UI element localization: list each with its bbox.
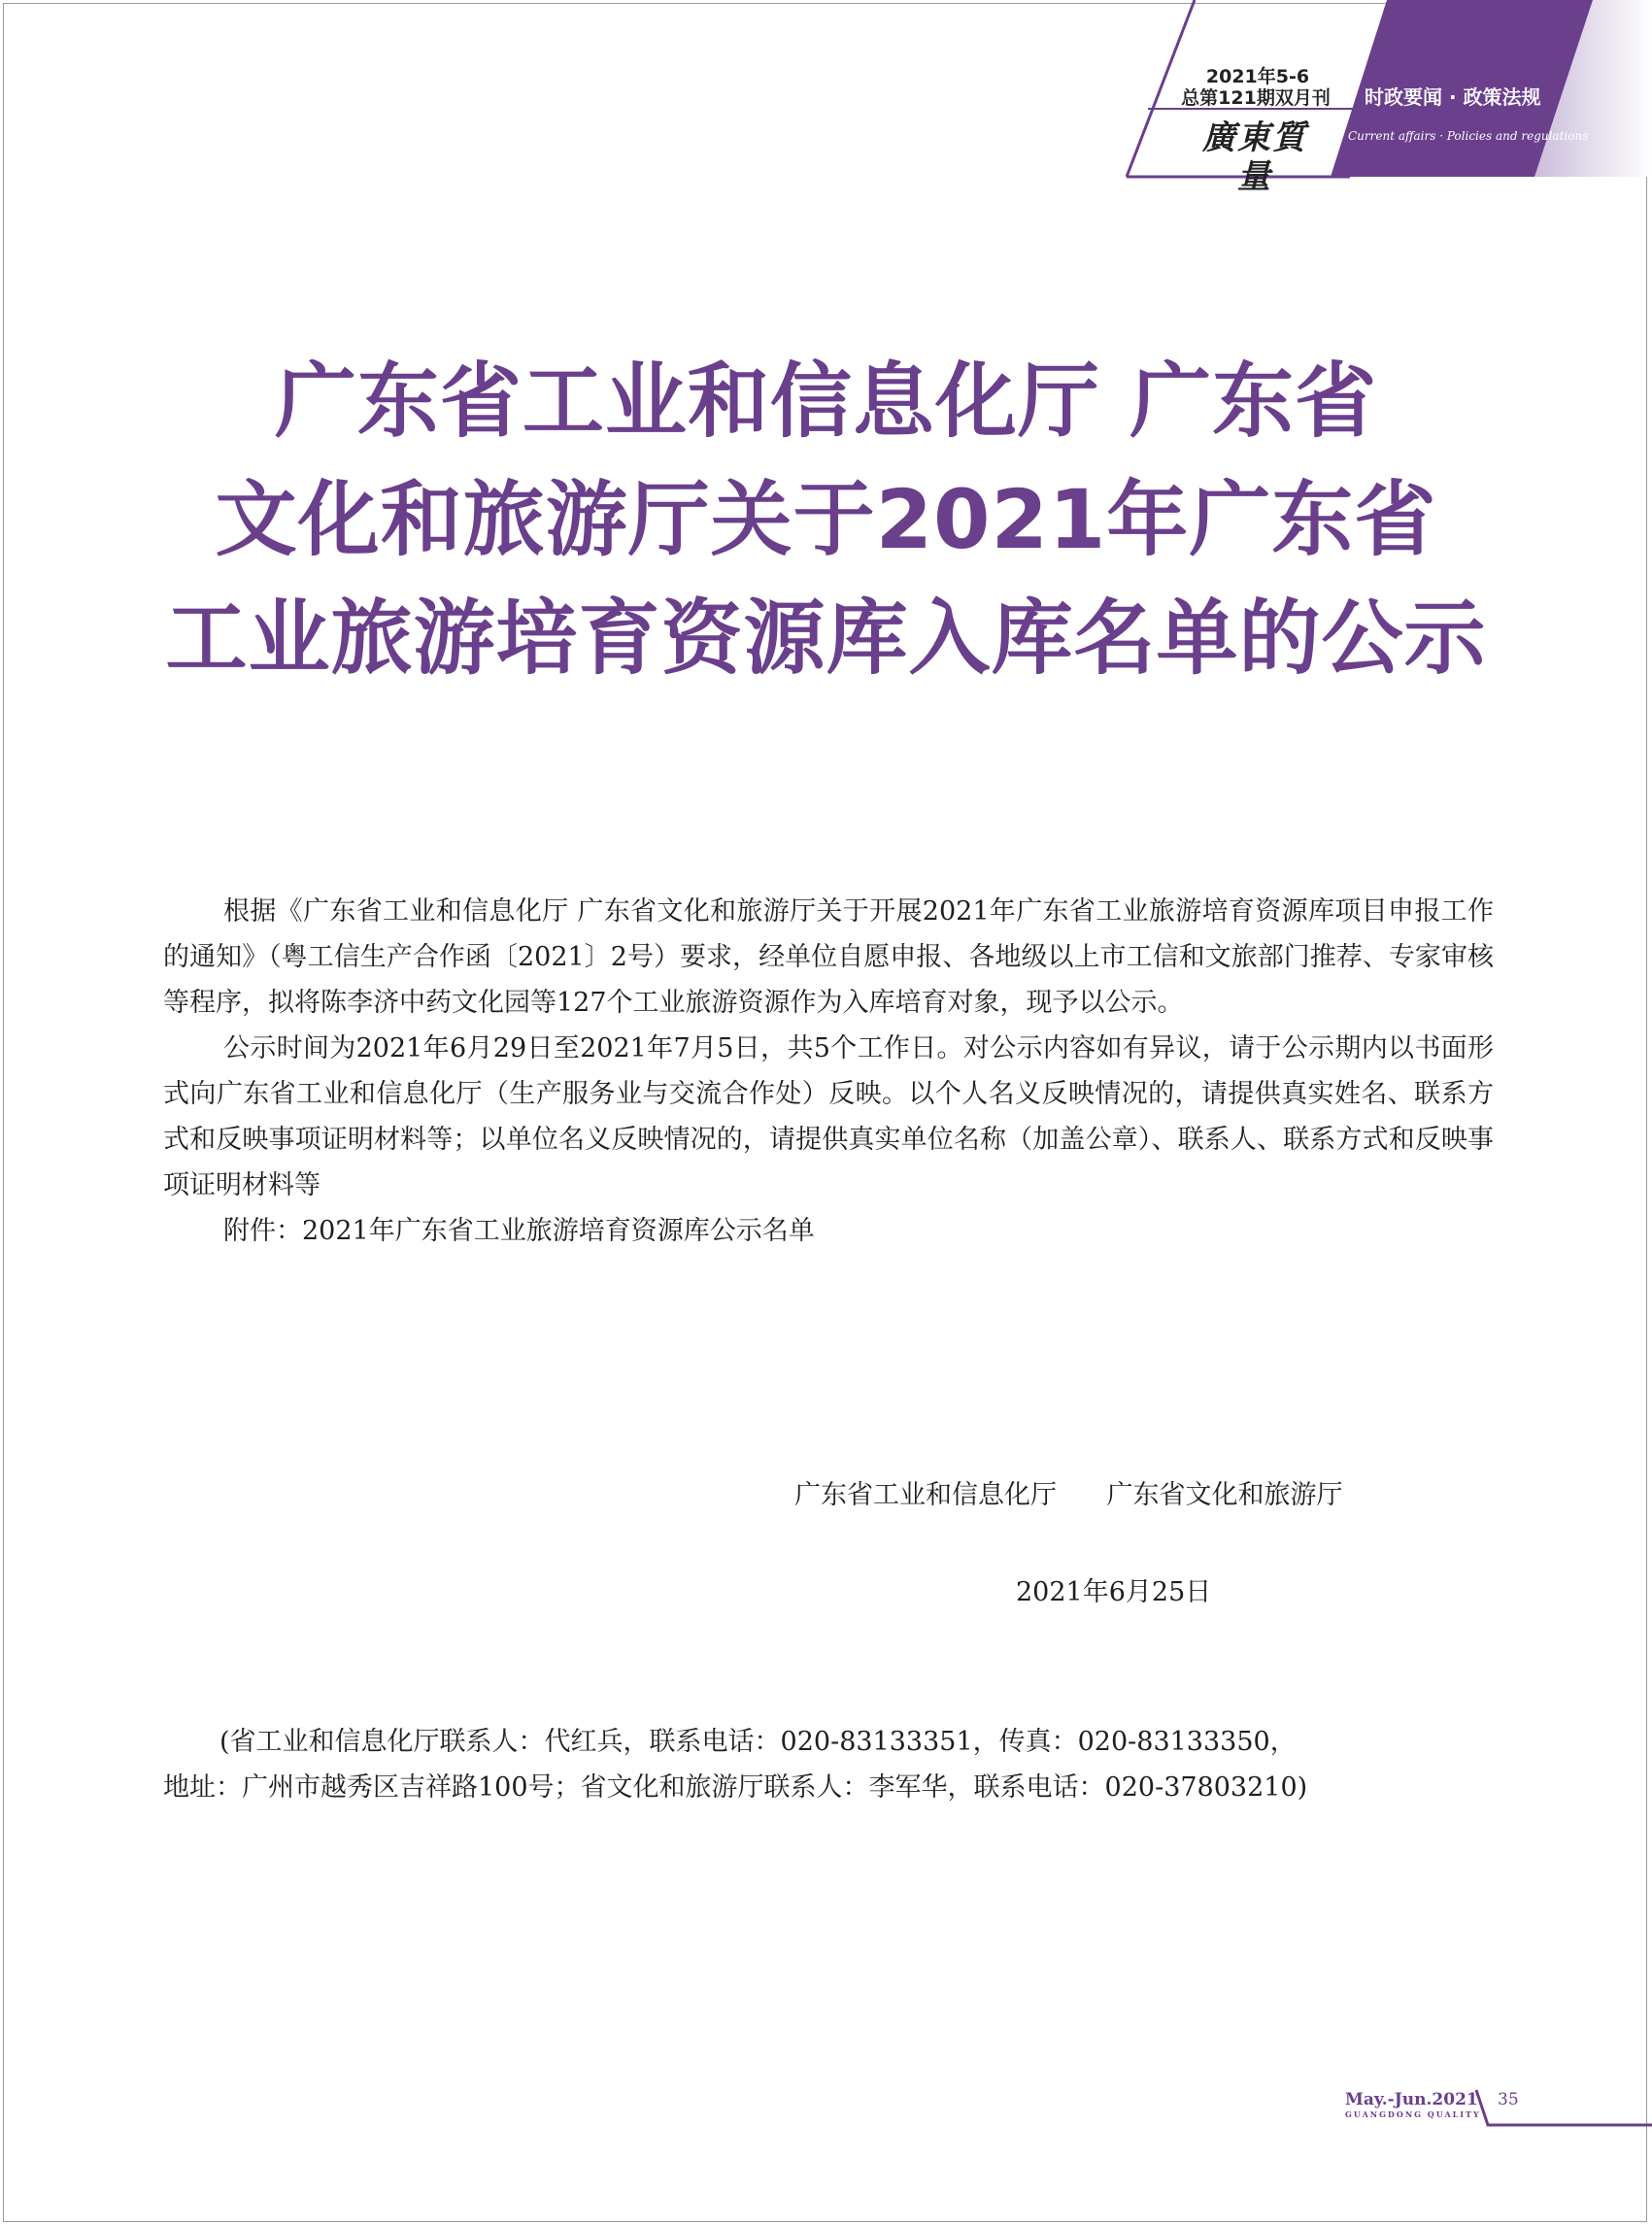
- signature-date: 2021年6月25日: [1016, 1577, 1212, 1607]
- issue-date: 2021年5-6: [1205, 66, 1310, 87]
- section-title: 时政要闻 · 政策法规: [1365, 85, 1541, 109]
- title-line-2: 文化和旅游厅关于2021年广东省: [215, 472, 1437, 567]
- attachment-line: 附件：2021年广东省工业旅游培育资源库公示名单: [223, 1216, 815, 1246]
- article-body: [163, 889, 1494, 1254]
- contact-line-2: 地址：广州市越秀区吉祥路100号；省文化和旅游厅联系人：李军华，联系电话：020-37803210): [163, 1772, 1308, 1803]
- page-number: 35: [1498, 2090, 1519, 2109]
- article-title: [0, 342, 1652, 697]
- body-paragraph-2: 公示时间为2021年6月29日至2021年7月5日，共5个工作日。对公示内容如有异议，请于公示期内以书面形式向广东省工业和信息化厅（生产服务业与交流合作处）反映。以个人名义反映情况的，请提供真实姓名、联系方式和反映事项证明材料等；以单位名义反映情况的，请提供真实单位名称（加盖公章）、联系人、联系方式和反映事项证明材料等: [163, 1033, 1494, 1200]
- section-subtitle: Current affairs · Policies and regulations: [1348, 129, 1589, 143]
- contact-line-1: (省工业和信息化厅联系人：代红兵，联系电话：020-83133351，传真：020-83133350，: [219, 1727, 1297, 1757]
- body-paragraph-1: 根据《广东省工业和信息化厅 广东省文化和旅游厅关于开展2021年广东省工业旅游培育资源库项目申报工作的通知》（粤工信生产合作函〔2021〕2号）要求，经单位自愿申报、各地级以上市工信和文旅部门推荐、专家审核等程序，拟将陈李济中药文化园等127个工业旅游资源作为入库培育对象，现予以公示。: [163, 896, 1494, 1018]
- title-line-1: 广东省工业和信息化厅 广东省: [274, 354, 1378, 449]
- title-line-3: 工业旅游培育资源库入库名单的公示: [165, 590, 1487, 686]
- signature-organizations: 广东省工业和信息化厅 广东省文化和旅游厅: [794, 1480, 1343, 1510]
- magazine-logo: 廣東質量: [1202, 118, 1307, 196]
- contact-info: [163, 1719, 1494, 1810]
- footer-brand: GUANGDONG QUALITY: [1345, 2109, 1481, 2119]
- footer-date: May.-Jun.2021: [1345, 2090, 1478, 2109]
- issue-number: 总第121期双月刊: [1181, 87, 1331, 109]
